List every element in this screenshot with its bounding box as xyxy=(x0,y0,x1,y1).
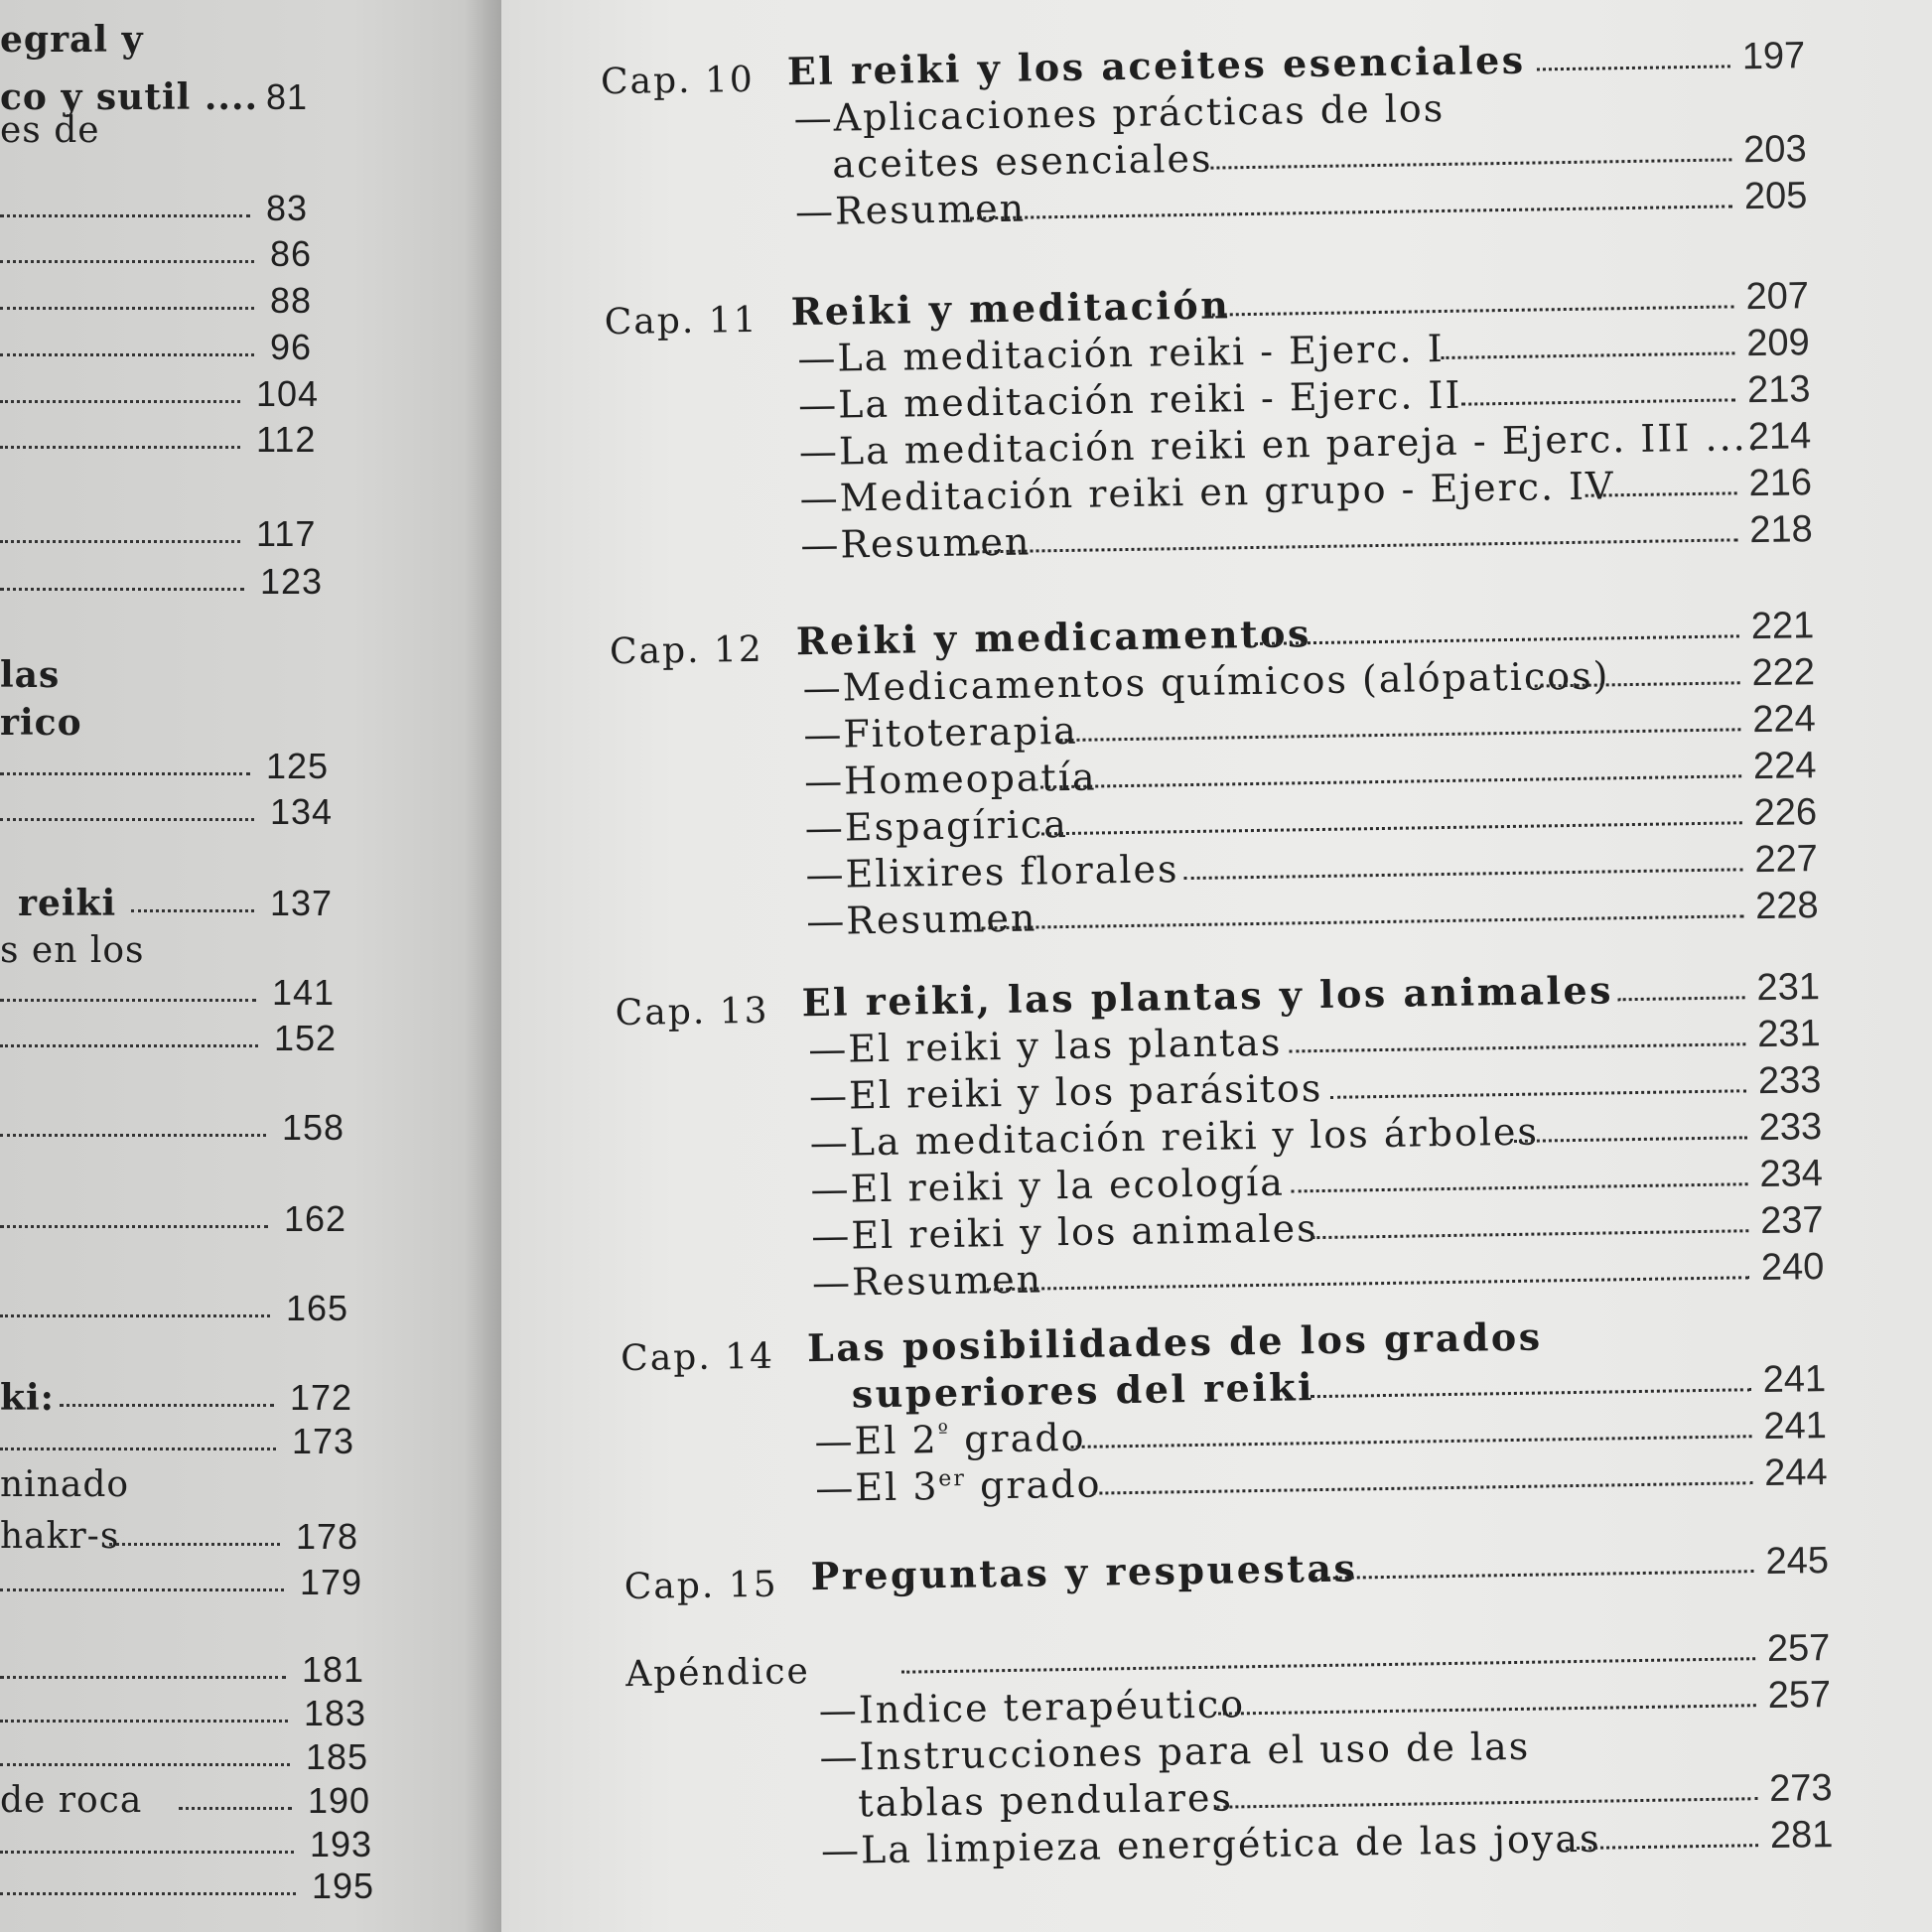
left-toc-fragment xyxy=(0,884,467,923)
section-title: —La meditación reiki en pareja - Ejerc. III .... xyxy=(798,414,1762,475)
dot-leader xyxy=(1092,1481,1752,1494)
left-toc-fragment xyxy=(0,281,467,321)
left-toc-fragment xyxy=(0,1825,467,1864)
left-toc-page-number: 178 xyxy=(296,1516,359,1557)
left-toc-text: s en los xyxy=(0,930,145,971)
dot-leader xyxy=(1184,868,1743,880)
chapter-label: Apéndice xyxy=(624,1651,811,1696)
section-title: —Homeopatía xyxy=(803,755,1097,804)
left-toc-fragment xyxy=(0,1422,467,1461)
left-toc-fragment xyxy=(0,792,467,832)
section-title: —La meditación reiki - Ejerc. II xyxy=(797,372,1462,428)
dot-leader xyxy=(1514,1136,1747,1143)
dot-leader xyxy=(1330,1089,1746,1099)
page-number: 221 xyxy=(1750,605,1815,648)
left-toc-fragment xyxy=(0,655,467,695)
left-toc-page-number: 134 xyxy=(270,791,334,832)
page-number: 218 xyxy=(1748,508,1813,552)
page-number: 205 xyxy=(1743,175,1808,218)
page-number: 222 xyxy=(1751,651,1816,695)
left-toc-text: de roca xyxy=(0,1780,143,1821)
page-number: 233 xyxy=(1757,1059,1822,1103)
left-toc-fragment xyxy=(0,1781,467,1821)
left-toc-page-number: 96 xyxy=(270,327,313,367)
chapter-title: Reiki y medicamentos xyxy=(795,611,1312,664)
page-number: 257 xyxy=(1766,1627,1831,1671)
section-title: —Indice terapéutico xyxy=(818,1682,1246,1733)
left-toc-fragment xyxy=(0,1378,467,1418)
chapter-entry xyxy=(522,1538,1913,1608)
dot-leader xyxy=(1441,351,1735,359)
page-number: 240 xyxy=(1760,1246,1825,1290)
left-toc-page-number: 117 xyxy=(256,513,317,554)
left-toc-text: las xyxy=(0,654,61,696)
dot-leader xyxy=(1217,1704,1755,1716)
dot-leader xyxy=(1314,1570,1754,1580)
dot-leader xyxy=(1071,1435,1752,1449)
dot-leader xyxy=(970,205,1732,219)
left-toc-page-number: 165 xyxy=(286,1288,349,1328)
left-toc-fragment xyxy=(0,420,467,460)
page-number: 228 xyxy=(1754,885,1819,928)
left-toc-page-number: 190 xyxy=(308,1780,371,1821)
dot-leader xyxy=(1536,65,1730,70)
left-toc-fragment xyxy=(0,1866,467,1906)
left-toc-fragment xyxy=(0,973,467,1013)
left-toc-fragment xyxy=(0,931,467,971)
ordinal-superscript: er xyxy=(938,1466,967,1492)
left-toc-fragment xyxy=(0,189,467,228)
section-title: —El 3er grado xyxy=(814,1461,1102,1511)
left-toc-text: es de xyxy=(0,110,100,151)
left-toc-text: rico xyxy=(0,702,82,744)
dot-leader xyxy=(987,1276,1749,1291)
section-title: —La limpieza energética de las joyas xyxy=(820,1816,1601,1872)
dot-leader xyxy=(1205,305,1734,316)
section-title: aceites esenciales xyxy=(832,136,1213,187)
page-number: 273 xyxy=(1768,1766,1833,1810)
chapter-title: El reiki, las plantas y los animales xyxy=(801,967,1614,1026)
section-title: —Aplicaciones prácticas de los xyxy=(793,85,1446,141)
left-toc-text: ki: xyxy=(0,1377,55,1419)
page-number: 245 xyxy=(1765,1540,1830,1584)
chapter-label: Cap. 11 xyxy=(604,299,759,344)
section-title: —Resumen xyxy=(811,1257,1043,1306)
left-toc-fragment xyxy=(0,328,467,367)
page-number: 233 xyxy=(1758,1106,1823,1150)
left-toc-fragment xyxy=(0,1019,467,1058)
left-toc-fragment xyxy=(0,1694,467,1733)
page-number: 244 xyxy=(1763,1451,1828,1495)
section-title: —Resumen xyxy=(794,186,1027,234)
section-title: —La meditación reiki y los árboles xyxy=(809,1109,1540,1166)
chapter-title: Preguntas y respuestas xyxy=(810,1545,1358,1599)
page-number: 257 xyxy=(1767,1674,1832,1717)
left-toc-page-number: 112 xyxy=(256,419,317,460)
book-gutter xyxy=(465,0,506,1932)
dot-leader xyxy=(901,1657,1755,1674)
left-toc-fragment xyxy=(0,20,467,60)
section-title: tablas pendulares xyxy=(857,1775,1234,1826)
left-toc-page-number: 158 xyxy=(282,1107,345,1148)
left-toc-page-number: 137 xyxy=(270,883,334,923)
left-toc-text: reiki xyxy=(18,883,117,924)
chapter-title: Reiki y meditación xyxy=(790,282,1231,335)
left-toc-page-number: 173 xyxy=(292,1421,355,1461)
page-number: 281 xyxy=(1769,1813,1834,1857)
left-toc-page-number: 141 xyxy=(272,972,336,1013)
page-number: 207 xyxy=(1745,275,1810,319)
left-toc-fragment xyxy=(0,1289,467,1328)
page-number: 241 xyxy=(1762,1358,1827,1402)
chapter-label: Cap. 15 xyxy=(623,1564,778,1608)
table-of-contents xyxy=(501,0,1932,1932)
dot-leader xyxy=(1059,728,1740,742)
dot-leader xyxy=(1289,1042,1745,1052)
chapter-title: El reiki y los aceites esenciales xyxy=(786,37,1526,94)
page-number: 234 xyxy=(1759,1153,1824,1196)
left-toc-text: ninado xyxy=(0,1464,130,1505)
section-title: —Resumen xyxy=(805,896,1037,944)
page-number: 213 xyxy=(1746,368,1811,412)
dot-leader xyxy=(981,914,1743,929)
dot-leader xyxy=(1291,1182,1747,1192)
left-toc-fragment xyxy=(0,747,467,786)
page-number: 226 xyxy=(1753,791,1818,835)
left-toc-fragment xyxy=(0,562,467,602)
left-toc-page-number: 185 xyxy=(306,1736,369,1777)
page-number: 237 xyxy=(1759,1199,1824,1243)
page-number: 231 xyxy=(1756,1013,1821,1056)
page-number: 227 xyxy=(1754,838,1819,882)
left-toc-text: co y sutil .... xyxy=(0,76,259,118)
page-number: 209 xyxy=(1745,322,1811,365)
right-page xyxy=(501,0,1932,1932)
left-toc-fragment xyxy=(0,1517,467,1557)
chapter-title: superiores del reiki xyxy=(851,1364,1315,1417)
section-title: —La meditación reiki - Ejerc. I xyxy=(797,326,1446,381)
section-title: —Instrucciones para el uso de las xyxy=(819,1724,1531,1780)
dot-leader xyxy=(1461,398,1735,405)
section-title: —El $2^º$ grado xyxy=(814,1415,1086,1464)
left-toc-page-number: 152 xyxy=(274,1018,338,1058)
page-number: 231 xyxy=(1756,966,1821,1010)
dot-leader xyxy=(1040,774,1741,788)
left-toc-fragment xyxy=(0,234,467,274)
left-toc-page-number: 123 xyxy=(260,561,324,602)
chapter-label: Cap. 10 xyxy=(600,59,756,103)
left-toc-fragment xyxy=(0,1108,467,1148)
chapter-label: Cap. 14 xyxy=(620,1335,775,1380)
left-toc-text: hakr-s xyxy=(0,1516,120,1557)
dot-leader xyxy=(1255,634,1739,645)
left-toc-page-number: 172 xyxy=(290,1377,353,1418)
section-title: —Meditación reiki en grupo - Ejerc. IV xyxy=(799,464,1615,521)
dot-leader xyxy=(1311,1229,1748,1239)
page-number: 203 xyxy=(1742,128,1807,172)
dot-leader xyxy=(1040,821,1741,835)
left-page xyxy=(0,0,501,1932)
left-toc-fragment xyxy=(0,703,467,743)
page-number: 214 xyxy=(1747,415,1812,459)
left-toc-text: egral y xyxy=(0,19,144,61)
left-toc-page-number: 183 xyxy=(304,1693,367,1733)
left-toc-page-number: 179 xyxy=(300,1562,363,1602)
page-number: 216 xyxy=(1748,462,1813,505)
section-title: —El reiki y los animales xyxy=(810,1206,1318,1259)
dot-leader xyxy=(1618,996,1745,1001)
left-toc-page-number: 193 xyxy=(310,1824,373,1864)
left-toc-page-number: 125 xyxy=(266,746,330,786)
page-number: 197 xyxy=(1741,35,1806,78)
left-toc-fragment xyxy=(0,514,467,554)
section-title: —El reiki y la ecología xyxy=(810,1160,1286,1212)
chapter-label: Cap. 13 xyxy=(615,990,769,1035)
left-toc-fragment xyxy=(0,111,467,151)
section-title: —Espagírica xyxy=(804,801,1069,851)
chapter-title: Las posibilidades de los grados xyxy=(806,1313,1543,1371)
left-toc-fragment xyxy=(0,1465,467,1505)
left-toc-page-number: 181 xyxy=(302,1649,365,1690)
left-toc-page-number: 162 xyxy=(284,1198,347,1239)
page-number: 224 xyxy=(1752,745,1817,788)
left-toc-page-number: 81 xyxy=(266,76,309,117)
left-toc-fragment xyxy=(0,374,467,414)
page-number: 241 xyxy=(1763,1405,1828,1449)
chapter-label: Cap. 12 xyxy=(609,628,764,673)
left-toc-fragment xyxy=(0,1199,467,1239)
section-title: —Fitoterapia xyxy=(803,708,1079,758)
dot-leader xyxy=(1210,158,1731,169)
left-toc-page-number: 83 xyxy=(266,188,309,228)
section-title: —Elixires florales xyxy=(805,847,1179,897)
page-number: 224 xyxy=(1751,698,1816,742)
left-toc-fragment xyxy=(0,1563,467,1602)
left-toc-page-number: 104 xyxy=(256,373,320,414)
left-toc-page-number: 88 xyxy=(270,280,313,321)
section-title: —El reiki y las plantas xyxy=(808,1020,1283,1072)
section-title: —Medicamentos químicos (alópaticos) xyxy=(802,653,1610,711)
section-title: —Resumen xyxy=(800,519,1032,568)
left-toc-fragment xyxy=(0,1650,467,1690)
left-toc-page-number: 195 xyxy=(312,1865,375,1906)
dot-leader xyxy=(975,538,1737,553)
left-toc-page-number: 86 xyxy=(270,233,313,274)
dot-leader xyxy=(1311,1388,1751,1398)
left-toc-fragment xyxy=(0,1737,467,1777)
ordinal-superscript: º xyxy=(937,1420,951,1446)
section-title: —El reiki y los parásitos xyxy=(808,1065,1323,1119)
dot-leader xyxy=(1216,1797,1757,1809)
